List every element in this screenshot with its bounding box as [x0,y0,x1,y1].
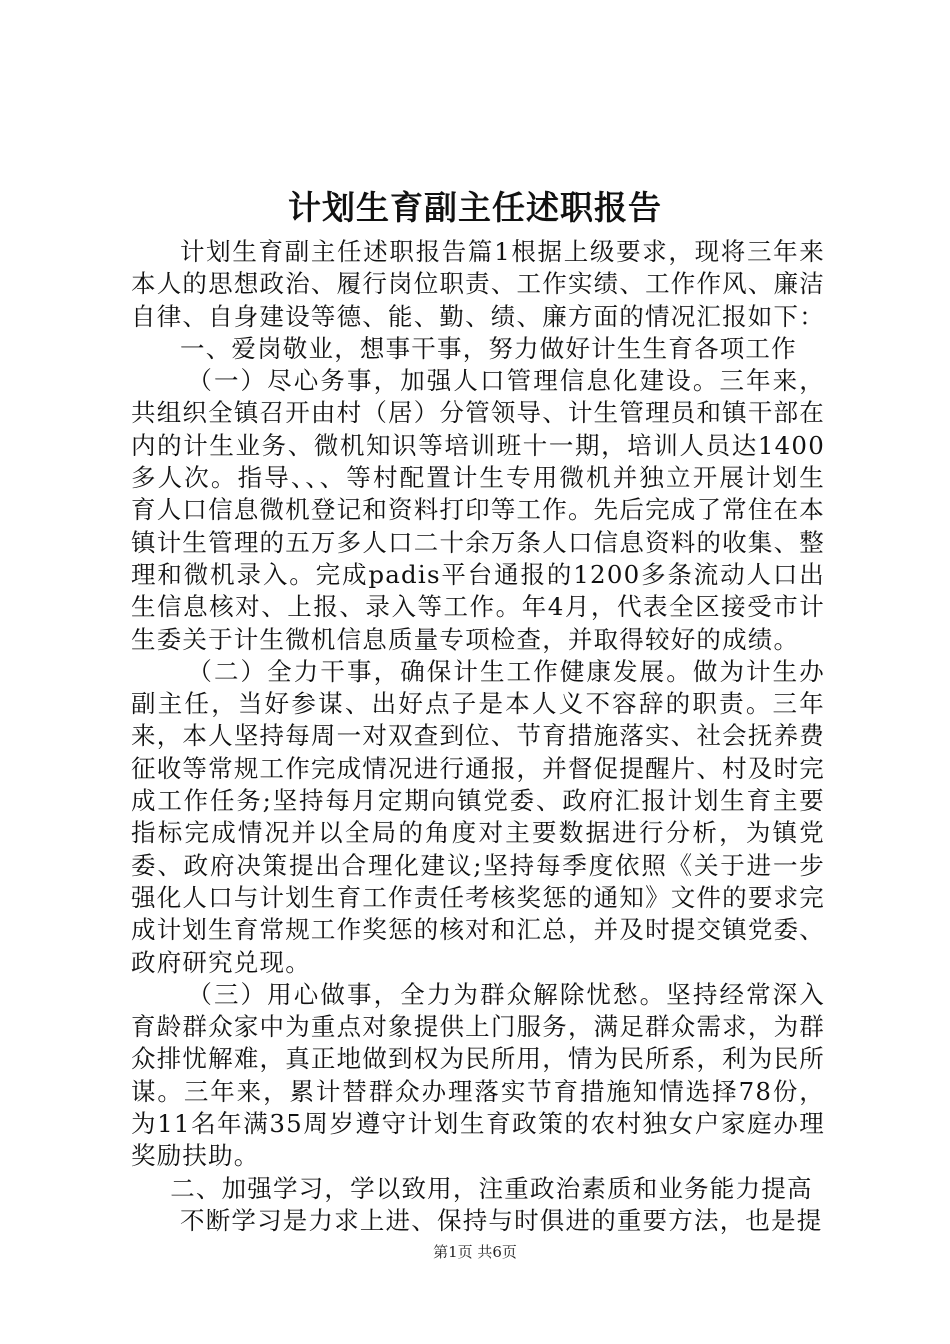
paragraph-section-2: 不断学习是力求上进、保持与时俱进的重要方法，也是提 [180,1205,823,1235]
paragraph-section-1-1: （一）尽心务事，加强人口管理信息化建设。三年来，共组织全镇召开由村（居）分管领导、计生管理员和镇干部在内的计生业务、微机知识等培训班十一期，培训人员达1400多人次。指导、、、等村配置计生专用微机并独立开展计划生育人口信息微机登记和资料打印等工作。先后完成了常住在本镇计生管理的五万多人口二十余万条人口信息资料的收集、整理和微机录入。完成padis平台通报的1200多条流动人口出生信息核对、上报、录入等工作。年4月，代表全区接受市计生委关于计生微机信息质量专项检查，并取得较好的成绩。 [131,366,825,654]
paragraph-section-1-3: （三）用心做事，全力为群众解除忧愁。坚持经常深入育龄群众家中为重点对象提供上门服务，满足群众需求，为群众排忧解难，真正地做到权为民所用，情为民所系，利为民所谋。三年来，累计替群众办理落实节育措施知情选择78份，为11名年满35周岁遵守计划生育政策的农村独女户家庭办理奖励扶助。 [131,979,825,1171]
paragraph-intro: 计划生育副主任述职报告篇1根据上级要求，现将三年来本人的思想政治、履行岗位职责、工作实绩、工作作风、廉洁自律、自身建设等德、能、勤、绩、廉方面的情况汇报如下： [131,237,825,331]
section-heading-1: 一、爱岗敬业，想事干事，努力做好计生生育各项工作 [180,333,797,363]
paragraph-section-1-2: （二）全力干事，确保计生工作健康发展。做为计生办副主任，当好参谋、出好点子是本人义不容辞的职责。三年来，本人坚持每周一对双查到位、节育措施落实、社会抚养费征收等常规工作完成情况进行通报，并督促提醒片、村及时完成工作任务;坚持每月定期向镇党委、政府汇报计划生育主要指标完成情况并以全局的角度对主要数据进行分析，为镇党委、政府决策提出合理化建议;坚持每季度依照《关于进一步强化人口与计划生育工作责任考核奖惩的通知》文件的要求完成计划生育常规工作奖惩的核对和汇总，并及时提交镇党委、政府研究兑现。 [131,656,825,977]
page-number-footer: 第1页 共6页 [433,1243,517,1261]
section-heading-2: 二、加强学习，学以致用，注重政治素质和业务能力提高 [170,1173,813,1203]
document-title: 计划生育副主任述职报告 [288,188,662,227]
document-body [131,236,825,1237]
